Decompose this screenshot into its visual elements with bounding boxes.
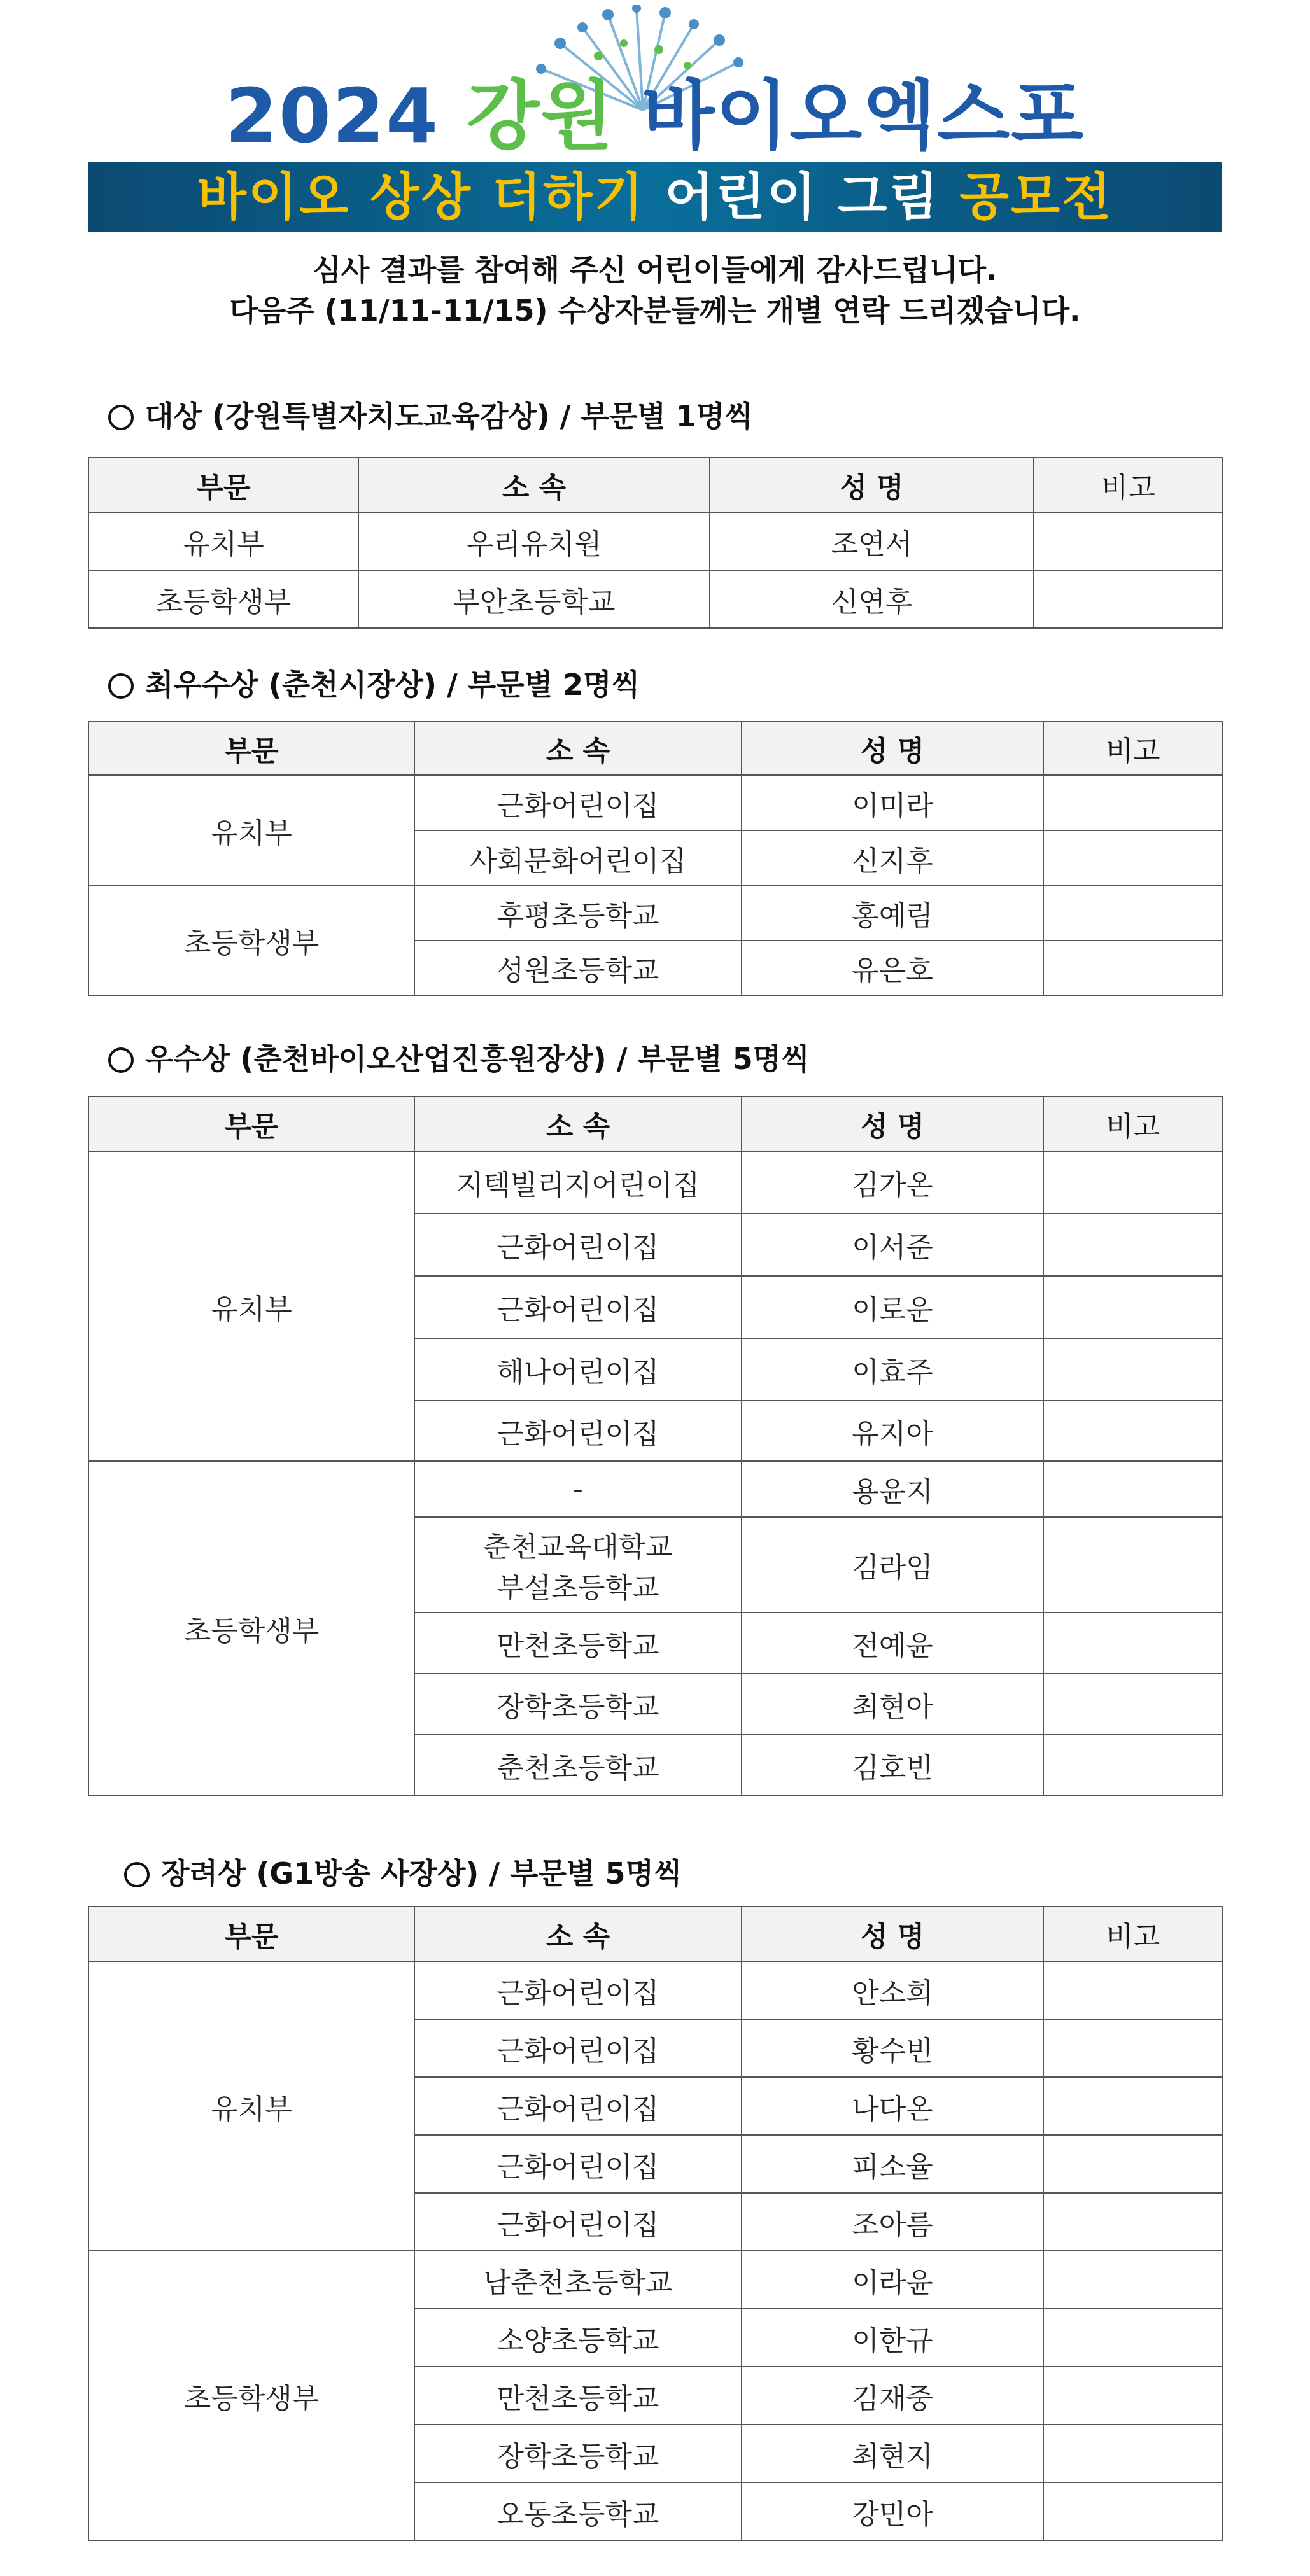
- grand-prize-table: [88, 457, 1223, 629]
- note-cell: [1034, 512, 1223, 570]
- affiliation-cell: 오동초등학교: [414, 2482, 742, 2540]
- name-cell: 이효주: [742, 1338, 1043, 1401]
- note-cell: [1043, 1401, 1223, 1461]
- affiliation-cell: 근화어린이집: [414, 1214, 742, 1276]
- table-header-row: [88, 722, 1223, 775]
- name-cell: 홍예림: [742, 886, 1043, 941]
- col-header-division: 부문: [88, 1907, 414, 1961]
- section-title-excellence: 우수상 (춘천바이오산업진흥원장상) / 부문별 5명씩: [108, 1036, 810, 1078]
- affiliation-cell: 장학초등학교: [414, 1674, 742, 1735]
- affiliation-cell: 근화어린이집: [414, 775, 742, 830]
- banner-part1: 바이오 상상 더하기: [197, 167, 645, 227]
- note-cell: [1034, 570, 1223, 628]
- affiliation-cell: 근화어린이집: [414, 2135, 742, 2193]
- affiliation-cell: 부안초등학교: [358, 570, 710, 628]
- note-cell: [1043, 1517, 1223, 1613]
- contest-banner: [88, 162, 1222, 232]
- note-cell: [1043, 830, 1223, 886]
- name-cell: 강민아: [742, 2482, 1043, 2540]
- note-cell: [1043, 941, 1223, 995]
- affiliation-cell: 근화어린이집: [414, 1401, 742, 1461]
- table-row: [88, 1151, 1223, 1214]
- expo-title: [0, 71, 1310, 160]
- name-cell: 유지아: [742, 1401, 1043, 1461]
- note-cell: [1043, 2367, 1223, 2425]
- note-cell: [1043, 886, 1223, 941]
- circle-bullet-icon: [108, 1047, 134, 1073]
- affiliation-cell: 만천초등학교: [414, 1613, 742, 1674]
- notice-line-2: 다음주 (11/11-11/15) 수상자분들께는 개별 연락 드리겠습니다.: [229, 293, 1081, 328]
- note-cell: [1043, 2482, 1223, 2540]
- note-cell: [1043, 775, 1223, 830]
- note-cell: [1043, 2135, 1223, 2193]
- division-cell: 초등학생부: [88, 886, 414, 995]
- note-cell: [1043, 1613, 1223, 1674]
- name-cell: 김라임: [742, 1517, 1043, 1613]
- name-cell: 나다온: [742, 2077, 1043, 2135]
- name-cell: 전예윤: [742, 1613, 1043, 1674]
- note-cell: [1043, 1674, 1223, 1735]
- encouragement-table: [88, 1906, 1223, 2541]
- circle-bullet-icon: [108, 673, 134, 699]
- name-cell: 조아름: [742, 2193, 1043, 2251]
- expo-region: 강원: [467, 72, 615, 160]
- division-cell: 유치부: [88, 775, 414, 886]
- circle-bullet-icon: [108, 405, 134, 430]
- name-cell: 이한규: [742, 2309, 1043, 2367]
- name-cell: 이서준: [742, 1214, 1043, 1276]
- affiliation-cell: 장학초등학교: [414, 2425, 742, 2482]
- top-excellence-table: [88, 721, 1223, 996]
- affiliation-cell: 성원초등학교: [414, 941, 742, 995]
- banner-part2: 어린이 그림: [665, 167, 940, 227]
- col-header-note: 비고: [1043, 722, 1223, 775]
- table-row: [88, 570, 1223, 628]
- expo-year: 2024: [225, 72, 440, 160]
- table-row: [88, 512, 1223, 570]
- col-header-name: 성 명: [710, 458, 1034, 512]
- col-header-affiliation: 소 속: [358, 458, 710, 512]
- table-row: [88, 2251, 1223, 2309]
- name-cell: 김가온: [742, 1151, 1043, 1214]
- name-cell: 최현지: [742, 2425, 1043, 2482]
- col-header-division: 부문: [88, 722, 414, 775]
- col-header-note: 비고: [1043, 1907, 1223, 1961]
- table-row: [88, 886, 1223, 941]
- col-header-affiliation: 소 속: [414, 722, 742, 775]
- note-cell: [1043, 1338, 1223, 1401]
- col-header-affiliation: 소 속: [414, 1096, 742, 1151]
- name-cell: 용윤지: [742, 1461, 1043, 1517]
- table-header-row: [88, 458, 1223, 512]
- banner-part3: 공모전: [959, 167, 1113, 227]
- affiliation-cell: -: [414, 1461, 742, 1517]
- note-cell: [1043, 2193, 1223, 2251]
- division-cell: 유치부: [88, 512, 358, 570]
- affiliation-cell: 근화어린이집: [414, 2193, 742, 2251]
- affiliation-cell: 소양초등학교: [414, 2309, 742, 2367]
- affiliation-cell: 근화어린이집: [414, 2019, 742, 2077]
- division-cell: 초등학생부: [88, 570, 358, 628]
- note-cell: [1043, 2019, 1223, 2077]
- table-row: [88, 775, 1223, 830]
- name-cell: 신지후: [742, 830, 1043, 886]
- notice-line-1: 심사 결과를 참여해 주신 어린이들에게 감사드립니다.: [313, 253, 997, 287]
- table-header-row: [88, 1907, 1223, 1961]
- affiliation-cell: 근화어린이집: [414, 1276, 742, 1338]
- name-cell: 이미라: [742, 775, 1043, 830]
- note-cell: [1043, 1276, 1223, 1338]
- note-cell: [1043, 1151, 1223, 1214]
- excellence-table: [88, 1096, 1223, 1796]
- name-cell: 최현아: [742, 1674, 1043, 1735]
- name-cell: 유은호: [742, 941, 1043, 995]
- name-cell: 조연서: [710, 512, 1034, 570]
- division-cell: 유치부: [88, 1151, 414, 1461]
- affiliation-cell: [414, 1517, 742, 1613]
- col-header-note: 비고: [1043, 1096, 1223, 1151]
- col-header-name: 성 명: [742, 1907, 1043, 1961]
- col-header-note: 비고: [1034, 458, 1223, 512]
- affiliation-line-2: 부설초등학교: [497, 1572, 659, 1604]
- division-cell: 초등학생부: [88, 1461, 414, 1796]
- expo-name: 바이오엑스포: [642, 72, 1085, 160]
- note-cell: [1043, 2077, 1223, 2135]
- section-title-grand-prize: 대상 (강원특별자치도교육감상) / 부문별 1명씩: [108, 393, 753, 435]
- division-cell: 유치부: [88, 1961, 414, 2251]
- affiliation-cell: 지텍빌리지어린이집: [414, 1151, 742, 1214]
- name-cell: 이라윤: [742, 2251, 1043, 2309]
- table-row: [88, 1461, 1223, 1517]
- note-cell: [1043, 2425, 1223, 2482]
- affiliation-cell: 근화어린이집: [414, 1961, 742, 2019]
- affiliation-cell: 남춘천초등학교: [414, 2251, 742, 2309]
- name-cell: 안소희: [742, 1961, 1043, 2019]
- note-cell: [1043, 1461, 1223, 1517]
- name-cell: 이로운: [742, 1276, 1043, 1338]
- affiliation-cell: 만천초등학교: [414, 2367, 742, 2425]
- col-header-name: 성 명: [742, 1096, 1043, 1151]
- table-header-row: [88, 1096, 1223, 1151]
- poster-header: [0, 0, 1310, 235]
- note-cell: [1043, 1214, 1223, 1276]
- col-header-division: 부문: [88, 1096, 414, 1151]
- section-title-encouragement: 장려상 (G1방송 사장상) / 부문별 5명씩: [124, 1851, 682, 1893]
- name-cell: 김재중: [742, 2367, 1043, 2425]
- section-title-top-excellence: 최우수상 (춘천시장상) / 부문별 2명씩: [108, 662, 640, 704]
- table-row: [88, 1961, 1223, 2019]
- circle-bullet-icon: [124, 1862, 150, 1887]
- division-cell: 초등학생부: [88, 2251, 414, 2540]
- affiliation-cell: 춘천초등학교: [414, 1735, 742, 1796]
- name-cell: 피소율: [742, 2135, 1043, 2193]
- col-header-affiliation: 소 속: [414, 1907, 742, 1961]
- affiliation-cell: 근화어린이집: [414, 2077, 742, 2135]
- col-header-name: 성 명: [742, 722, 1043, 775]
- note-cell: [1043, 2251, 1223, 2309]
- col-header-division: 부문: [88, 458, 358, 512]
- note-cell: [1043, 1735, 1223, 1796]
- name-cell: 황수빈: [742, 2019, 1043, 2077]
- name-cell: 신연후: [710, 570, 1034, 628]
- note-cell: [1043, 1961, 1223, 2019]
- affiliation-cell: 사회문화어린이집: [414, 830, 742, 886]
- affiliation-cell: 후평초등학교: [414, 886, 742, 941]
- affiliation-line-1: 춘천교육대학교: [483, 1531, 673, 1564]
- note-cell: [1043, 2309, 1223, 2367]
- name-cell: 김호빈: [742, 1735, 1043, 1796]
- affiliation-cell: 우리유치원: [358, 512, 710, 570]
- affiliation-cell: 해나어린이집: [414, 1338, 742, 1401]
